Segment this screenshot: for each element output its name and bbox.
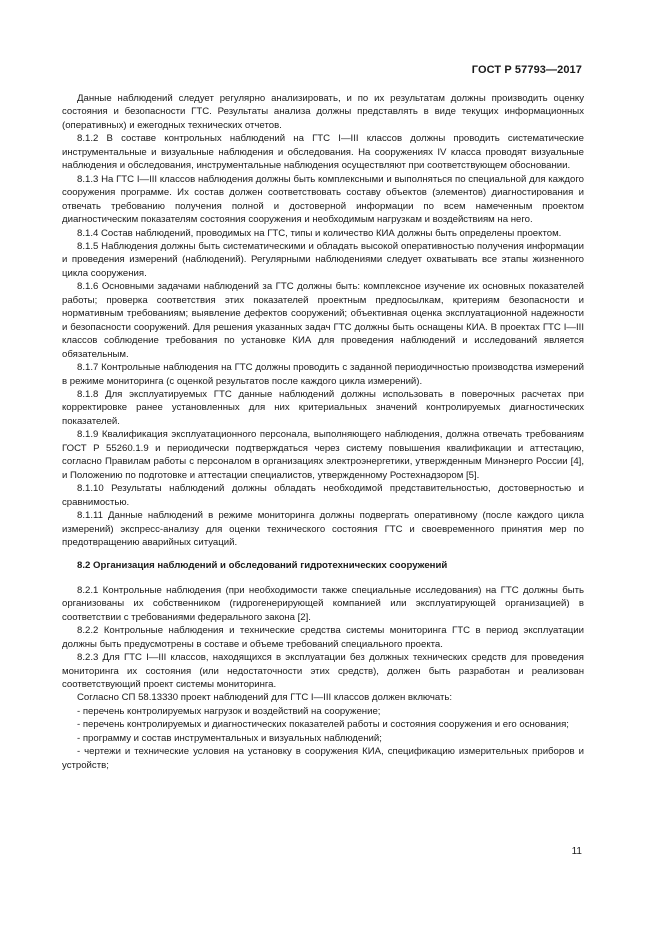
list-item: - программу и состав инструментальных и визуальных наблюдений;	[77, 732, 382, 744]
paragraph-8-1-4: 8.1.4 Состав наблюдений, проводимых на ГТС, типы и количество КИА должны быть определены проектом.	[77, 227, 562, 239]
paragraph-8-1-9: 8.1.9 Квалификация эксплуатационного персонала, выполняющего наблюдения, должна отвечать требованиям ГОСТ Р 55260.1.9 и периодически подтверждаться через систему повышения квалификации и аттестацию, согласно Правилам работы с персоналом в организациях электроэнергетики, утвержденным Минэнерго России [4], и Положению по подготовке и аттестации специалистов, утвержденному Ростехнадзором [5].	[62, 429, 584, 481]
paragraph: Данные наблюдений следует регулярно анализировать, и по их результатам должны производить оценку состояния и безопасности ГТС. Результаты анализа должны представлять в виде текущих информационных (оперативных) и ежегодных технических отчетов.	[62, 93, 584, 131]
list-item: - перечень контролируемых и диагностических показателей работы и состояния сооружения и его основания;	[77, 719, 569, 731]
paragraph-8-1-8: 8.1.8 Для эксплуатируемых ГТС данные наблюдений должны использовать в поверочных расчетах при корректировке ранее установленных для них критериальных значений контролируемых диагностических показателей.	[62, 388, 584, 427]
paragraph-8-1-7: 8.1.7 Контрольные наблюдения на ГТС должны проводить с заданной периодичностью производства измерений в режиме мониторинга (с оценкой результатов после каждого цикла измерений).	[62, 362, 584, 387]
paragraph-8-2-3: 8.2.3 Для ГТС I—III классов, находящихся в эксплуатации без должных технических средств для проведения мониторинга их состояния (или недостаточности этих средств), должен быть разработан и реализован соответствующий проект системы мониторинга.	[62, 652, 584, 691]
paragraph-8-1-2: 8.1.2 В составе контрольных наблюдений на ГТС I—III классов должны проводить систематические инструментальные и визуальные наблюдения и обследования. На сооружениях IV класса проводят визуальные наблюдения и обследования, инструментальные наблюдения осуществляют при соответствующем обосновании.	[62, 133, 584, 172]
paragraph-8-2-2: 8.2.2 Контрольные наблюдения и технические средства системы мониторинга ГТС в период эксплуатации должны быть предусмотрены в составе и объеме требований специального проекта.	[62, 625, 584, 650]
paragraph-8-1-6: 8.1.6 Основными задачами наблюдений за ГТС должны быть: комплексное изучение их основных показателей работы; проверка соответствия этих показателей проектным предпосылкам, критериям безопасности и нормативным требованиям; выявление дефектов сооружений; объективная оценка эксплуатационной надежности и безопасности сооружений. Для решения указанных задач ГТС должны быть оснащены КИА. В проектах ГТС I—III классов соблюдение требования по установке КИА для проведения наблюдений и исследований является обязательным.	[62, 281, 584, 360]
paragraph-8-1-11: 8.1.11 Данные наблюдений в режиме мониторинга должны подвергать оперативному (после каждого цикла измерений) экспресс-анализу для оценки технического состояния ГТС и своевременного принятия мер по предотвращению аварийных ситуаций.	[62, 510, 584, 548]
paragraph-list-intro: Согласно СП 58.13330 проект наблюдений для ГТС I—III классов должен включать:	[77, 692, 453, 704]
page-number: 11	[571, 846, 582, 857]
standard-designation: ГОСТ Р 57793—2017	[471, 64, 582, 76]
paragraph-8-1-5: 8.1.5 Наблюдения должны быть систематическими и обладать высокой оперативностью получения информации и проведения измерений (наблюдений). Регулярными наблюдениями следует охватывать все этапы жизненного цикла сооружения.	[62, 240, 584, 279]
paragraph-8-1-10: 8.1.10 Результаты наблюдений должны обладать необходимой представительностью, достоверностью и сравнимостью.	[62, 483, 584, 508]
list-item: - перечень контролируемых нагрузок и воздействий на сооружение;	[77, 705, 381, 717]
list-item: - чертежи и технические условия на установку в сооружения КИА, спецификацию измерительных приборов и устройств;	[62, 746, 584, 771]
section-heading: 8.2 Организация наблюдений и обследований гидротехнических сооружений	[77, 560, 448, 572]
paragraph-8-2-1: 8.2.1 Контрольные наблюдения (при необходимости также специальные исследования) на ГТС должны быть организованы их собственником (гидрогенерирующей компанией или эксплуатирующей организацией) в соответствии с требованиями федерального закона [2].	[62, 584, 584, 623]
paragraph-8-1-3: 8.1.3 На ГТС I—III классов наблюдения должны быть комплексными и выполняться по специальной для каждого сооружения программе. Их состав должен соответствовать составу объектов (элементов) диагностирования и отвечать требованию получения полной и достоверной информации по всем намеченным проектом диагностическим показателям состояния сооружения и необходимым нагрузкам и воздействиям на него.	[62, 173, 584, 226]
document-body	[62, 92, 584, 772]
